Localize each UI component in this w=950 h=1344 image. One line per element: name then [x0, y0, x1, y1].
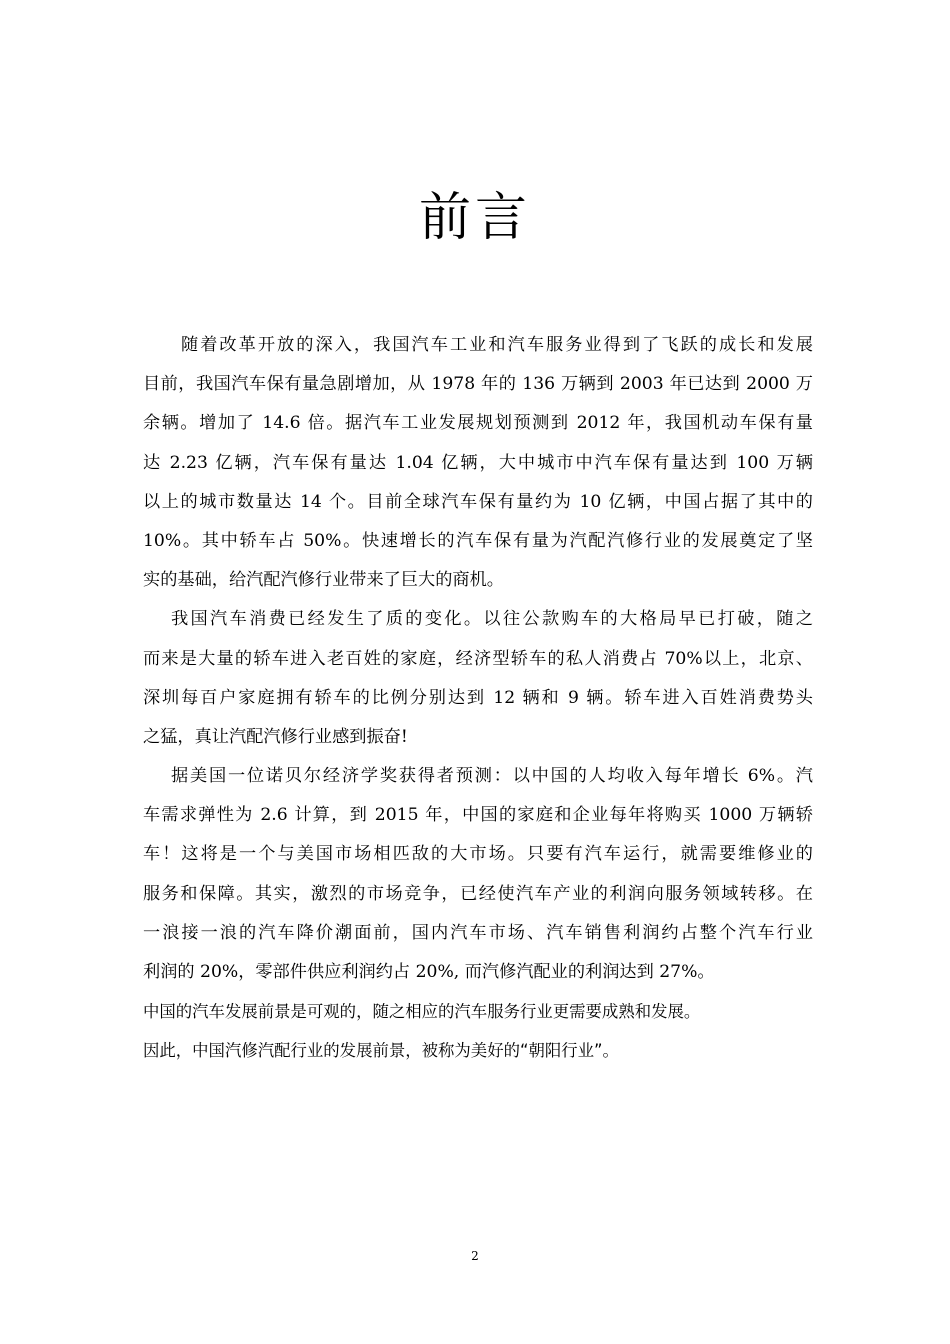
paragraph-4 — [143, 992, 813, 1070]
paragraph-line: 实的基础，给汽配汽修行业带来了巨大的商机。 — [143, 570, 504, 591]
paragraph-line: 之猛，真让汽配汽修行业感到振奋! — [143, 726, 408, 747]
paragraph-line: 而来是大量的轿车进入老百姓的家庭，经济型轿车的私人消费占 70%以上，北京、 — [143, 648, 813, 669]
paragraph-line: 10%。其中轿车占 50%。快速增长的汽车保有量为汽配汽修行业的发展奠定了坚 — [143, 530, 813, 551]
paragraph-1 — [143, 326, 813, 600]
paragraph-line: 随着改革开放的深入，我国汽车工业和汽车服务业得到了飞跃的成长和发展 — [181, 335, 813, 355]
paragraph-line: 据美国一位诺贝尔经济学奖获得者预测：以中国的人均收入每年增长 6%。汽 — [171, 766, 813, 787]
paragraph-line: 车！这将是一个与美国市场相匹敌的大市场。只要有汽车运行，就需要维修业的 — [143, 844, 813, 865]
page-title: 前言 — [418, 188, 531, 248]
paragraph-line: 利润的 20%，零部件供应利润约占 20%, 而汽修汽配业的利润达到 27%。 — [143, 962, 715, 982]
paragraph-line: 中国的汽车发展前景是可观的，随之相应的汽车服务行业更需要成熟和发展。 — [143, 1002, 701, 1022]
paragraph-line: 余辆。增加了 14.6 倍。据汽车工业发展规划预测到 2012 年，我国机动车保有量 — [143, 413, 813, 434]
paragraph-line: 服务和保障。其实，激烈的市场竞争，已经使汽车产业的利润向服务领域转移。在 — [143, 883, 813, 904]
paragraph-line: 以上的城市数量达 14 个。目前全球汽车保有量约为 10 亿辆，中国占据了其中的 — [143, 491, 813, 512]
paragraph-line: 目前，我国汽车保有量急剧增加，从 1978 年的 136 万辆到 2003 年已达到 2000 万 — [143, 374, 813, 395]
paragraph-line: 深圳每百户家庭拥有轿车的比例分别达到 12 辆和 9 辆。轿车进入百姓消费势头 — [143, 687, 813, 708]
paragraph-line: 达 2.23 亿辆，汽车保有量达 1.04 亿辆，大中城市中汽车保有量达到 100 万辆 — [143, 452, 813, 473]
paragraph-line: 我国汽车消费已经发生了质的变化。以往公款购车的大格局早已打破，随之 — [171, 609, 813, 630]
paragraph-line: 车需求弹性为 2.6 计算，到 2015 年，中国的家庭和企业每年将购买 1000 万辆轿 — [143, 805, 813, 826]
paragraph-line: 因此，中国汽修汽配行业的发展前景，被称为美好的“朝阳行业”。 — [143, 1041, 619, 1061]
paragraph-2 — [143, 600, 813, 757]
document-body — [143, 326, 813, 1071]
paragraph-3 — [143, 757, 813, 992]
page-number: 2 — [471, 1249, 479, 1263]
paragraph-line: 一浪接一浪的汽车降价潮面前，国内汽车市场、汽车销售利润约占整个汽车行业 — [143, 922, 813, 943]
